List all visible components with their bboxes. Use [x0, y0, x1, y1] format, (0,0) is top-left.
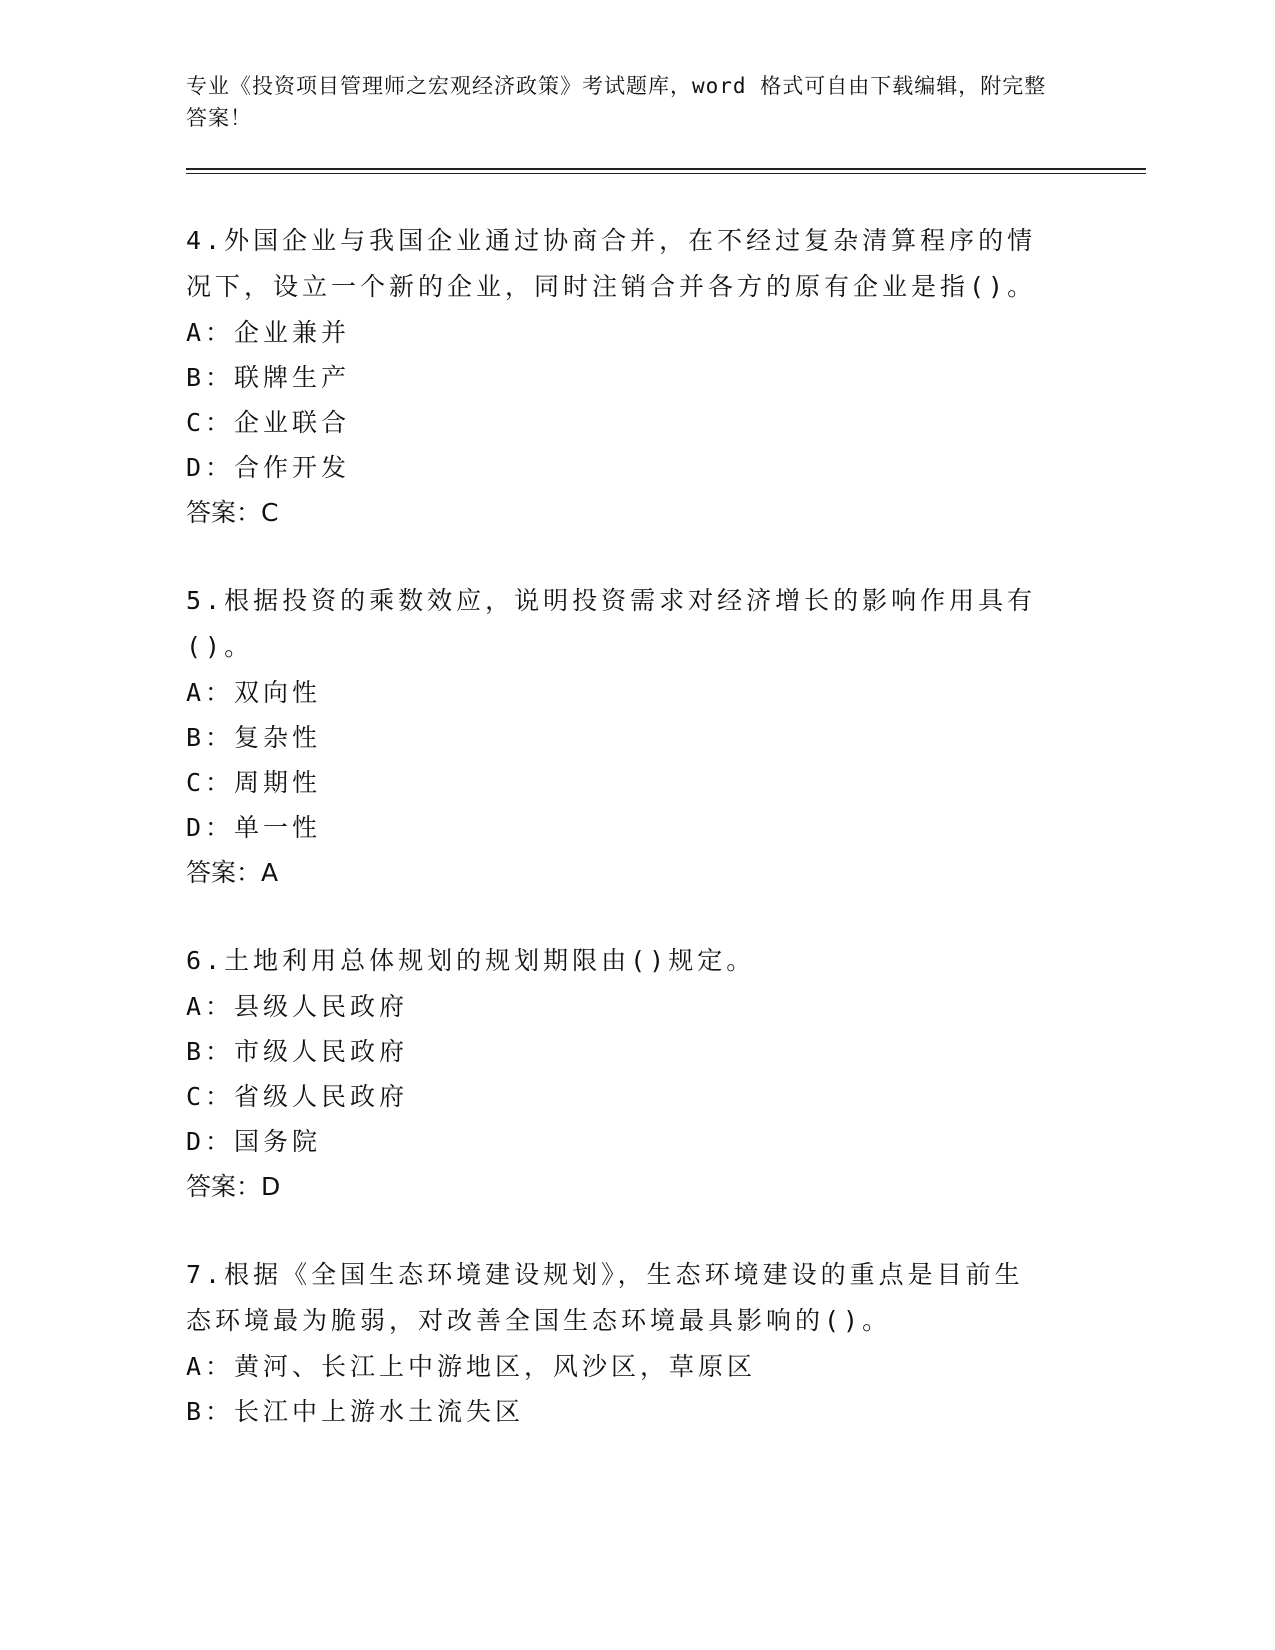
header-divider	[186, 168, 1146, 174]
document-header: 专业《投资项目管理师之宏观经济政策》考试题库，word 格式可自由下载编辑，附完整答案！	[186, 74, 1047, 130]
option-a: A：县级人民政府	[186, 992, 409, 1021]
document-page	[186, 70, 1146, 1476]
option-c: C：省级人民政府	[186, 1082, 409, 1111]
option-a: A：企业兼并	[186, 318, 351, 347]
question-text: 4.外国企业与我国企业通过协商合并，在不经过复杂清算程序的情况下，设立一个新的企业，同时注销合并各方的原有企业是指()。	[186, 226, 1037, 301]
option-d: D：合作开发	[186, 453, 351, 482]
answer-text: 答案：D	[186, 1172, 281, 1201]
option-c: C：周期性	[186, 768, 322, 797]
option-d: D：国务院	[186, 1127, 322, 1156]
question-text: 5.根据投资的乘数效应，说明投资需求对经济增长的影响作用具有()。	[186, 586, 1037, 661]
option-b: B：市级人民政府	[186, 1037, 409, 1066]
answer-text: 答案：C	[186, 498, 279, 527]
option-d: D：单一性	[186, 813, 322, 842]
answer-text: 答案：A	[186, 858, 279, 887]
option-b: B：长江中上游水土流失区	[186, 1397, 525, 1426]
question-item	[186, 938, 1146, 1210]
option-c: C：企业联合	[186, 408, 351, 437]
question-list	[186, 218, 1146, 1434]
question-item	[186, 578, 1146, 896]
option-b: B：联牌生产	[186, 363, 351, 392]
question-item	[186, 218, 1146, 536]
question-text: 7.根据《全国生态环境建设规划》，生态环境建设的重点是目前生态环境最为脆弱，对改善全国生态环境最具影响的()。	[186, 1260, 1024, 1335]
option-b: B：复杂性	[186, 723, 322, 752]
question-text: 6.土地利用总体规划的规划期限由()规定。	[186, 946, 756, 975]
option-a: A：黄河、长江上中游地区，风沙区，草原区	[186, 1352, 757, 1381]
option-a: A：双向性	[186, 678, 322, 707]
question-item	[186, 1252, 1146, 1434]
